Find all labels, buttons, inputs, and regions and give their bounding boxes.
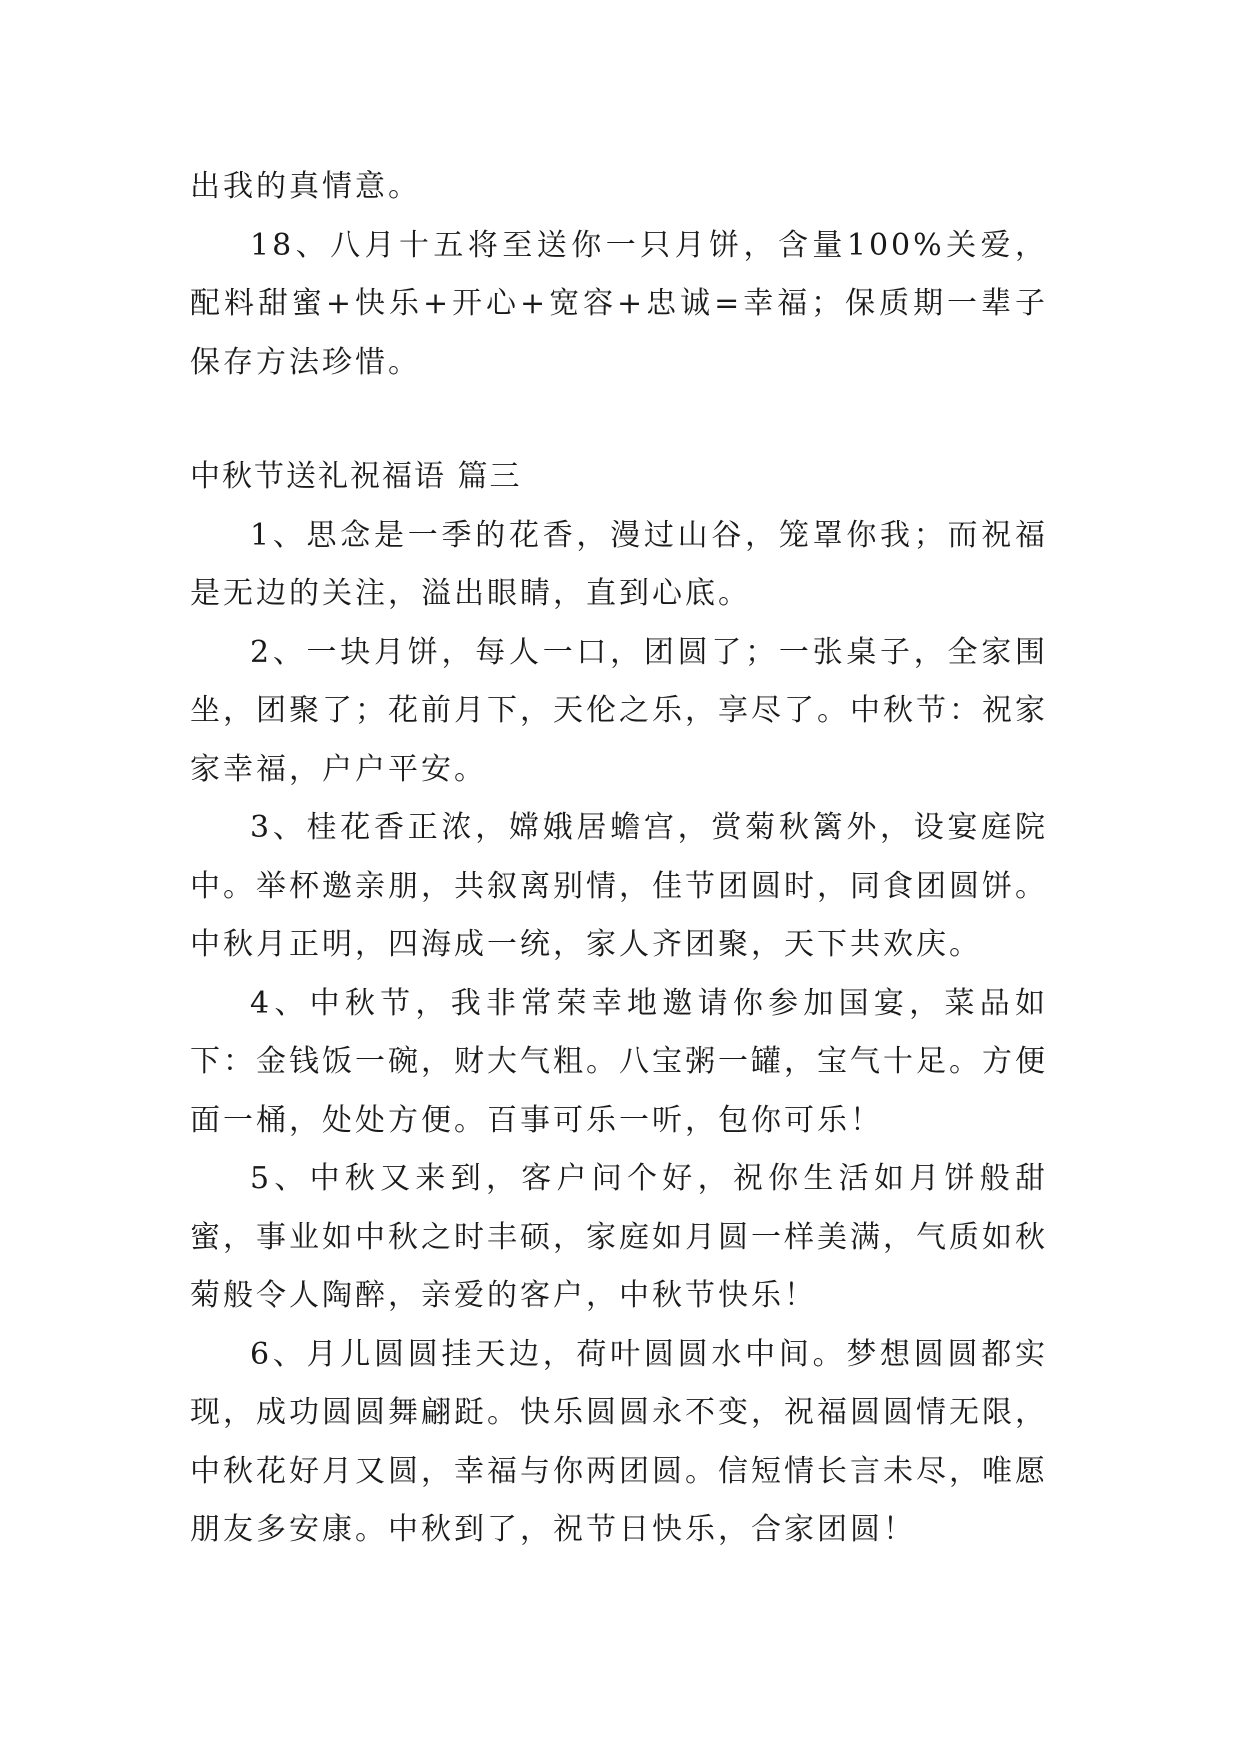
paragraph-item-4: 4、中秋节，我非常荣幸地邀请你参加国宴，菜品如下：金钱饭一碗，财大气粗。八宝粥一罐，宝气十足。方便面一桶，处处方便。百事可乐一听，包你可乐！ — [190, 985, 1048, 1138]
paragraph-item-3: 3、桂花香正浓，嫦娥居蟾宫，赏菊秋篱外，设宴庭院中。举杯邀亲朋，共叙离别情，佳节团圆时，同食团圆饼。中秋月正明，四海成一统，家人齐团聚，天下共欢庆。 — [190, 810, 1048, 962]
document-body — [190, 158, 1048, 1560]
paragraph-item-6: 6、月儿圆圆挂天边，荷叶圆圆水中间。梦想圆圆都实现，成功圆圆舞翩跹。快乐圆圆永不变，祝福圆圆情无限，中秋花好月又圆，幸福与你两团圆。信短情长言未尽，唯愿朋友多安康。中秋到了，祝节日快乐，合家团圆！ — [190, 1336, 1048, 1547]
paragraph-item-18: 18、八月十五将至送你一只月饼，含量100%关爱，配料甜蜜+快乐+开心+宽容+忠诚=幸福；保质期一辈子保存方法珍惜。 — [190, 227, 1048, 380]
paragraph-item-2: 2、一块月饼，每人一口，团圆了；一张桌子，全家围坐，团聚了；花前月下，天伦之乐，享尽了。中秋节：祝家家幸福，户户平安。 — [190, 634, 1048, 787]
paragraph-continuation: 出我的真情意。 — [190, 169, 421, 204]
section-heading: 中秋节送礼祝福语 篇三 — [190, 459, 522, 494]
paragraph-item-5: 5、中秋又来到，客户问个好，祝你生活如月饼般甜蜜，事业如中秋之时丰硕，家庭如月圆一样美满，气质如秋菊般令人陶醉，亲爱的客户，中秋节快乐！ — [190, 1161, 1048, 1313]
paragraph-item-1: 1、思念是一季的花香，漫过山谷，笼罩你我；而祝福是无边的关注，溢出眼睛，直到心底。 — [190, 517, 1048, 611]
